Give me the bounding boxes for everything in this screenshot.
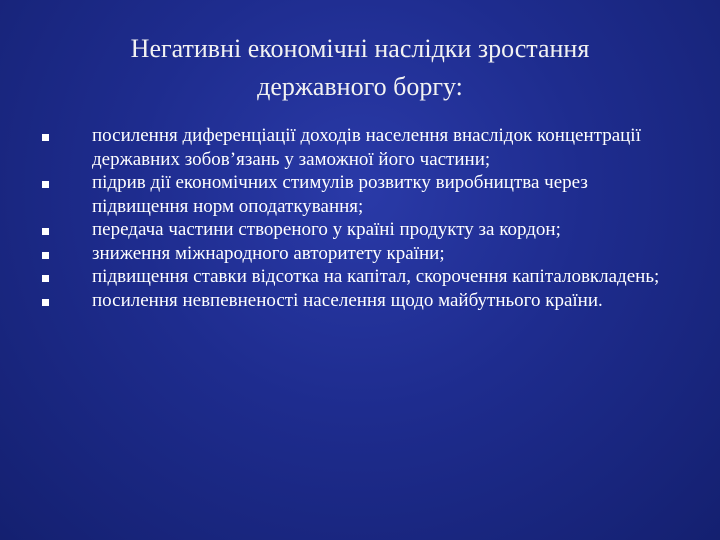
bullet-text: підрив дії економічних стимулів розвитку виробництва через підвищення норм оподаткування; <box>92 172 588 217</box>
square-bullet-icon <box>42 228 49 235</box>
square-bullet-icon <box>42 134 49 141</box>
list-item <box>42 265 682 289</box>
list-item <box>42 242 682 266</box>
bullet-text: посилення диференціації доходів населення внаслідок концентрації державних зобов’язань у заможної його частини; <box>92 125 641 170</box>
square-bullet-icon <box>42 181 49 188</box>
square-bullet-icon <box>42 299 49 306</box>
bullet-text: передача частини створеного у країні продукту за кордон; <box>92 219 561 240</box>
list-item <box>42 289 682 313</box>
bullet-list <box>42 124 682 312</box>
title-line-1: Негативні економічні наслідки зростання <box>130 34 590 63</box>
square-bullet-icon <box>42 275 49 282</box>
bullet-text: зниження міжнародного авторитету країни; <box>92 242 445 264</box>
list-item <box>42 124 682 171</box>
slide-title <box>60 30 660 106</box>
list-item <box>42 218 682 242</box>
square-bullet-icon <box>42 252 49 259</box>
bullet-text: посилення невпевненості населення щодо майбутнього країни. <box>92 289 603 311</box>
title-line-2: державного боргу: <box>257 72 463 101</box>
list-item <box>42 171 682 218</box>
bullet-text: підвищення ставки відсотка на капітал, скорочення капіталовкладень; <box>92 266 660 287</box>
